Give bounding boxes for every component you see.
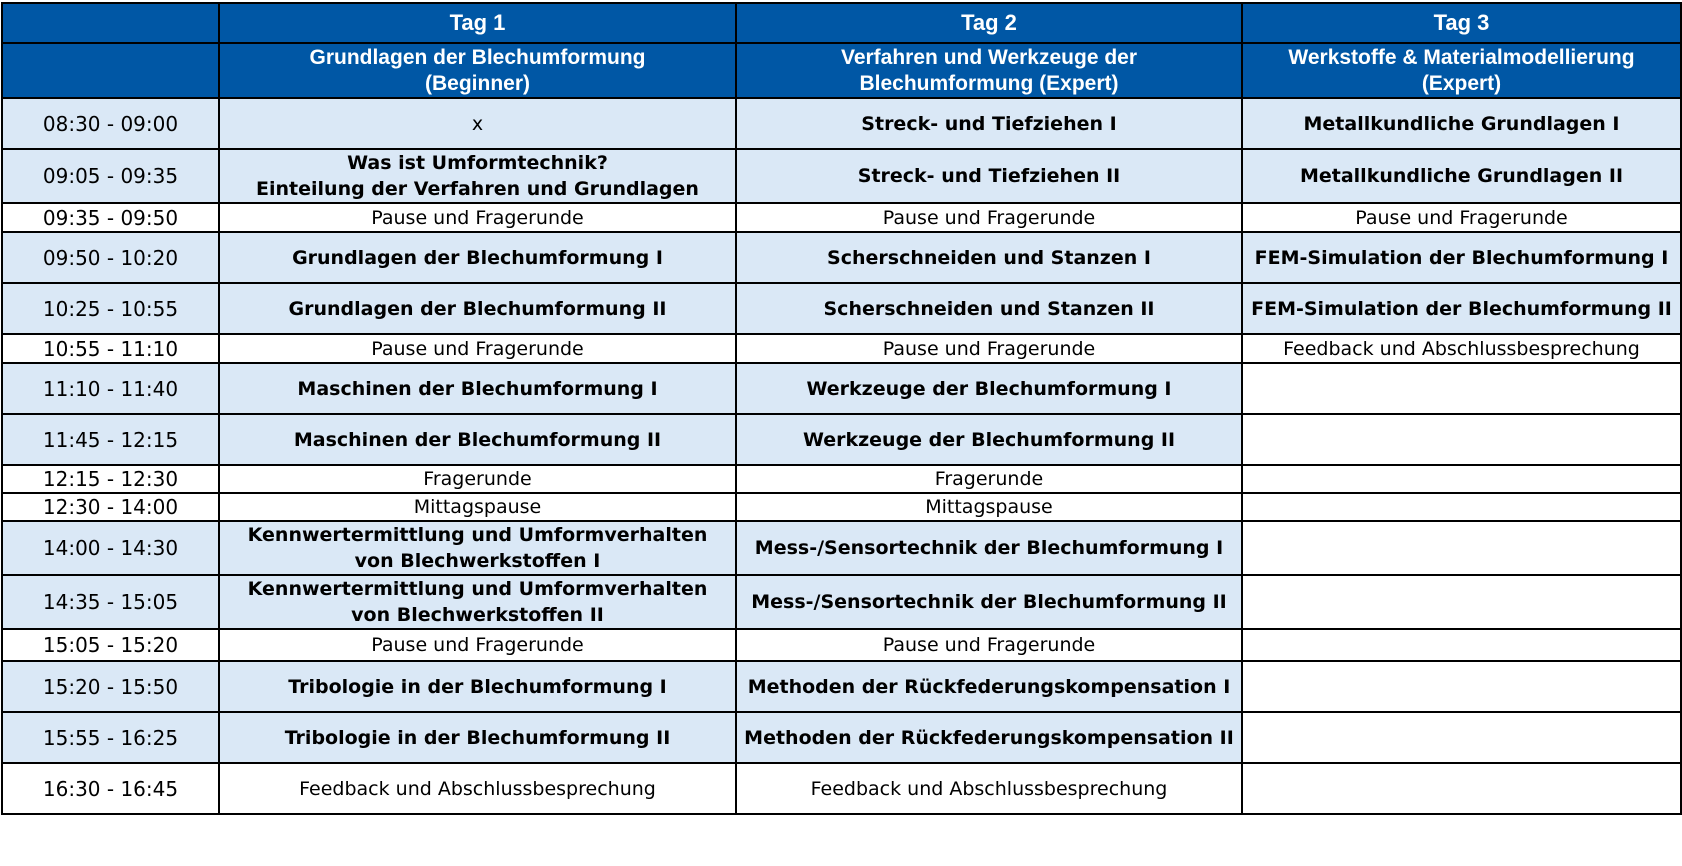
session-cell-day-2: [736, 521, 1242, 575]
day-header-2: Tag 2: [736, 3, 1242, 43]
session-cell-day-3: [1242, 363, 1681, 414]
session-cell-day-1: [219, 575, 736, 629]
corner-cell: [2, 3, 219, 43]
schedule-table: [1, 2, 1682, 815]
session-cell-day-1: [219, 363, 736, 414]
session-cell-day-2: [736, 661, 1242, 712]
session-line: Grundlagen der Blechumformung I: [292, 246, 663, 269]
time-slot: 15:20 - 15:50: [2, 661, 219, 712]
time-slot: 12:30 - 14:00: [2, 493, 219, 521]
session-line: Methoden der Rückfederungskompensation I: [747, 675, 1231, 698]
session-line: Tribologie in der Blechumformung I: [288, 675, 667, 698]
session-cell-day-1: [219, 149, 736, 203]
session-cell-day-2: [736, 203, 1242, 232]
schedule-row: [2, 232, 1681, 283]
session-cell-day-1: [219, 283, 736, 334]
session-line: Scherschneiden und Stanzen II: [823, 297, 1155, 320]
session-cell-day-3: [1242, 334, 1681, 363]
session-cell-day-1: [219, 465, 736, 493]
session-cell-day-3: [1242, 712, 1681, 763]
schedule-body: [2, 98, 1681, 814]
session-cell-day-2: [736, 712, 1242, 763]
session-cell-day-3: [1242, 661, 1681, 712]
day-header-3: Tag 3: [1242, 3, 1681, 43]
session-cell-day-3: [1242, 98, 1681, 149]
session-line: Metallkundliche Grundlagen I: [1303, 112, 1620, 135]
session-cell-day-3: [1242, 283, 1681, 334]
session-line: Pause und Fragerunde: [882, 337, 1096, 360]
session-line: von Blechwerkstoffen I: [354, 550, 601, 572]
session-cell-day-1: [219, 414, 736, 465]
time-slot: 10:25 - 10:55: [2, 283, 219, 334]
session-cell-day-2: [736, 232, 1242, 283]
schedule-row: [2, 363, 1681, 414]
session-cell-day-1: [219, 203, 736, 232]
schedule-row: [2, 493, 1681, 521]
session-line: Pause und Fragerunde: [371, 337, 584, 360]
schedule-row: [2, 521, 1681, 575]
course-title-line: Grundlagen der Blechumformung: [309, 45, 646, 69]
session-line: Kennwertermittlung und Umformverhalten: [247, 524, 708, 546]
session-line: Mess-/Sensortechnik der Blechumformung II: [751, 591, 1227, 613]
time-slot: 14:35 - 15:05: [2, 575, 219, 629]
session-line: Feedback und Abschlussbesprechung: [810, 777, 1168, 800]
time-slot: 09:35 - 09:50: [2, 203, 219, 232]
course-title-3: [1242, 43, 1681, 98]
session-line: Pause und Fragerunde: [1355, 206, 1568, 229]
time-slot: 11:10 - 11:40: [2, 363, 219, 414]
time-slot: 11:45 - 12:15: [2, 414, 219, 465]
time-slot: 15:05 - 15:20: [2, 629, 219, 661]
course-title-2: [736, 43, 1242, 98]
session-cell-day-2: [736, 414, 1242, 465]
session-line: Metallkundliche Grundlagen II: [1299, 165, 1624, 187]
schedule-row: [2, 661, 1681, 712]
time-slot: 10:55 - 11:10: [2, 334, 219, 363]
session-cell-day-2: [736, 763, 1242, 814]
session-cell-day-1: [219, 661, 736, 712]
schedule-row: [2, 414, 1681, 465]
session-cell-day-1: [219, 629, 736, 661]
session-cell-day-2: [736, 283, 1242, 334]
session-line: Werkzeuge der Blechumformung II: [802, 428, 1176, 451]
session-line: Mess-/Sensortechnik der Blechumformung I: [754, 537, 1224, 559]
session-cell-day-3: [1242, 149, 1681, 203]
session-cell-day-2: [736, 363, 1242, 414]
session-cell-day-3: [1242, 521, 1681, 575]
session-line: von Blechwerkstoffen II: [351, 604, 604, 626]
session-line: Maschinen der Blechumformung I: [297, 377, 658, 400]
session-line: Streck- und Tiefziehen II: [857, 165, 1121, 187]
session-line: FEM-Simulation der Blechumformung I: [1254, 246, 1669, 269]
session-line: x: [471, 112, 484, 135]
session-line: Pause und Fragerunde: [882, 634, 1096, 656]
schedule-row: [2, 763, 1681, 814]
session-line: Pause und Fragerunde: [882, 206, 1096, 229]
session-cell-day-3: [1242, 763, 1681, 814]
time-slot: 09:05 - 09:35: [2, 149, 219, 203]
session-cell-day-3: [1242, 203, 1681, 232]
session-line: Streck- und Tiefziehen I: [861, 112, 1117, 135]
session-line: Fragerunde: [423, 468, 532, 490]
session-cell-day-2: [736, 334, 1242, 363]
time-slot: 15:55 - 16:25: [2, 712, 219, 763]
session-line: Werkzeuge der Blechumformung I: [806, 377, 1172, 400]
day-header-1: Tag 1: [219, 3, 736, 43]
session-line: Mittagspause: [925, 496, 1053, 518]
session-line: Tribologie in der Blechumformung II: [284, 726, 671, 749]
session-cell-day-1: [219, 232, 736, 283]
time-slot: 08:30 - 09:00: [2, 98, 219, 149]
session-cell-day-1: [219, 98, 736, 149]
session-line: Fragerunde: [934, 468, 1044, 490]
session-line: Kennwertermittlung und Umformverhalten: [247, 578, 708, 600]
schedule-row: [2, 575, 1681, 629]
time-slot: 09:50 - 10:20: [2, 232, 219, 283]
session-cell-day-1: [219, 493, 736, 521]
course-title-line: Blechumformung (Expert): [859, 71, 1119, 95]
session-cell-day-3: [1242, 414, 1681, 465]
session-cell-day-2: [736, 493, 1242, 521]
schedule-row: [2, 629, 1681, 661]
schedule-row: [2, 203, 1681, 232]
session-cell-day-1: [219, 334, 736, 363]
schedule-row: [2, 98, 1681, 149]
session-cell-day-2: [736, 465, 1242, 493]
session-cell-day-3: [1242, 232, 1681, 283]
time-slot: 16:30 - 16:45: [2, 763, 219, 814]
course-title-1: [219, 43, 736, 98]
time-slot: 12:15 - 12:30: [2, 465, 219, 493]
session-line: Pause und Fragerunde: [371, 206, 584, 229]
session-cell-day-1: [219, 763, 736, 814]
schedule-row: [2, 712, 1681, 763]
corner-cell-2: [2, 43, 219, 98]
session-line: Grundlagen der Blechumformung II: [288, 297, 667, 320]
session-line: Pause und Fragerunde: [371, 634, 584, 656]
session-line: Feedback und Abschlussbesprechung: [1283, 337, 1640, 360]
schedule-row: [2, 149, 1681, 203]
session-cell-day-3: [1242, 493, 1681, 521]
session-line: FEM-Simulation der Blechumformung II: [1251, 297, 1672, 320]
session-cell-day-3: [1242, 575, 1681, 629]
session-cell-day-1: [219, 712, 736, 763]
session-cell-day-2: [736, 98, 1242, 149]
schedule-row: [2, 334, 1681, 363]
session-cell-day-1: [219, 521, 736, 575]
course-title-line: (Beginner): [425, 71, 530, 95]
session-line: Einteilung der Verfahren und Grundlagen: [256, 178, 699, 200]
session-line: Feedback und Abschlussbesprechung: [299, 777, 656, 800]
course-title-line: Verfahren und Werkzeuge der: [840, 45, 1138, 69]
session-cell-day-3: [1242, 465, 1681, 493]
session-line: Methoden der Rückfederungskompensation II: [744, 726, 1234, 749]
time-slot: 14:00 - 14:30: [2, 521, 219, 575]
session-cell-day-2: [736, 575, 1242, 629]
schedule-row: [2, 283, 1681, 334]
session-cell-day-3: [1242, 629, 1681, 661]
session-cell-day-2: [736, 149, 1242, 203]
session-line: Scherschneiden und Stanzen I: [827, 246, 1151, 269]
session-line: Maschinen der Blechumformung II: [293, 428, 662, 451]
course-title-line: (Expert): [1421, 71, 1502, 95]
session-line: Mittagspause: [413, 496, 542, 518]
schedule-row: [2, 465, 1681, 493]
session-cell-day-2: [736, 629, 1242, 661]
session-line: Was ist Umformtechnik?: [347, 152, 608, 174]
course-title-line: Werkstoffe & Materialmodellierung: [1288, 45, 1635, 69]
